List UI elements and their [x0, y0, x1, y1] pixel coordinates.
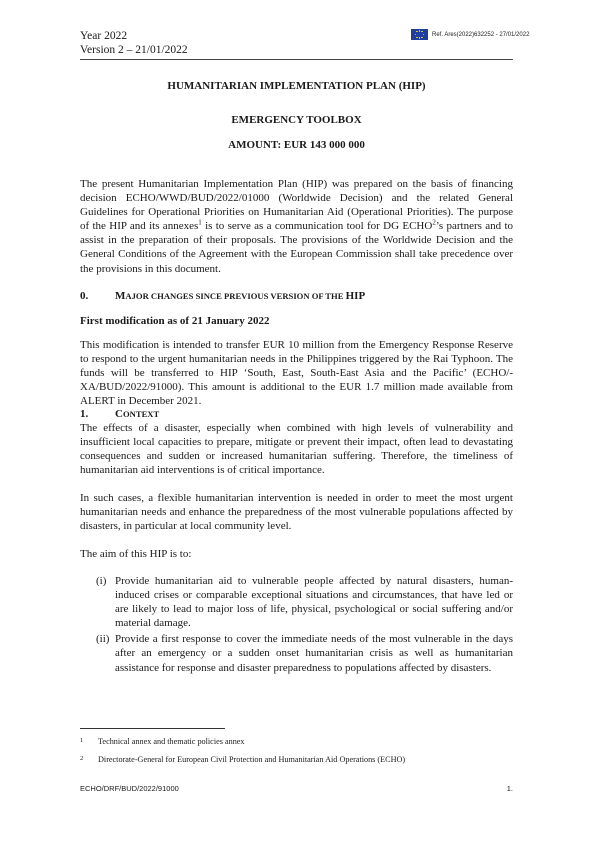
amount-heading: AMOUNT: EUR 143 000 000 — [228, 139, 365, 151]
modification-heading: First modification as of 21 January 2022 — [80, 315, 270, 327]
aim-paragraph: The aim of this HIP is to: — [80, 548, 192, 560]
footnote-divider — [80, 728, 225, 729]
reference-stamp — [411, 29, 529, 40]
reference-number: Ref. Ares(2022)632252 - 27/01/2022 — [432, 31, 530, 38]
footnote-1: 1 Technical annex and thematic policies annex — [80, 737, 245, 746]
year-label: Year 2022 — [80, 30, 128, 42]
footnote-ref-1[interactable]: 1 — [198, 218, 202, 227]
modification-paragraph: This modification is intended to transfer EUR 10 million from the Emergency Response Reserve to respond to the urgent humanitarian needs in the Philippines triggered by the Rai Typhoon. The funds will be transferred to HIP ‘South, East, South-East Asia and the Pacific’ (ECHO/-XA/BUD/2022/91000). This amount is additional to the EUR 1.7 million made available from ALERT in December 2021. — [80, 339, 513, 408]
footnote-ref-2[interactable]: 2 — [432, 218, 436, 227]
section-1-heading: 1. CONTEXT — [80, 408, 160, 420]
eu-flag-icon — [411, 29, 428, 40]
section-0-heading: 0. MAJOR CHANGES SINCE PREVIOUS VERSION OF THE HIP — [80, 290, 366, 302]
list-item: (ii) Provide a first response to cover the immediate needs of the most vulnerable in the days after an emergency or a sudden onset humanitarian crisis as well as humanitarian assistance for response and disaster preparedness to populations affected by disasters. — [96, 633, 513, 674]
document-title: HUMANITARIAN IMPLEMENTATION PLAN (HIP) — [167, 80, 426, 92]
list-item: (i) Provide humanitarian aid to vulnerable people affected by natural disasters, human-induced crises or comparable exceptional situations and circumstances, that have led or are likely to lead to major loss of life, physical, psychological or social suffering and/or material damage. — [96, 575, 513, 630]
header-divider — [80, 59, 513, 60]
document-header — [80, 29, 188, 57]
aim-list — [96, 574, 513, 677]
footnote-2: 2 Directorate-General for European Civil Protection and Humanitarian Aid Operations (ECHO) — [80, 755, 406, 764]
page-footer — [80, 784, 513, 793]
intro-paragraph: The present Humanitarian Implementation Plan (HIP) was prepared on the basis of financing decision ECHO/WWD/BUD/2022/01000 (Worldwide Decision) and the related General Guidelines for Operational Priorities on Humanitarian Aid (Operational Priorities). The purpose of the HIP and its annexes$^1$ is to serve as a communication tool for DG ECHO$^2$’s partners and to assist in the preparation of their proposals. The provisions of the Worldwide Decision and the General Conditions of the Agreement with the European Commission shall take precedence over the provisions in this document. — [80, 178, 514, 275]
context-paragraph-1: The effects of a disaster, especially when combined with high levels of vulnerability and insufficient local capacities to prepare, mitigate or prevent their impact, often lead to devastating consequences and sudden or increased humanitarian suffering. Therefore, the timeliness of humanitarian aid interventions is of critical importance. — [80, 422, 513, 477]
context-paragraph-2: In such cases, a flexible humanitarian intervention is needed in order to meet the most urgent humanitarian needs and enhance the preparedness of the most vulnerable populations affected by disasters, in particular at local community level. — [80, 492, 513, 533]
page-number: 1. — [506, 784, 513, 793]
version-label: Version 2 – 21/01/2022 — [80, 44, 188, 56]
document-subtitle: EMERGENCY TOOLBOX — [231, 114, 362, 126]
document-code: ECHO/DRF/BUD/2022/91000 — [80, 784, 179, 793]
